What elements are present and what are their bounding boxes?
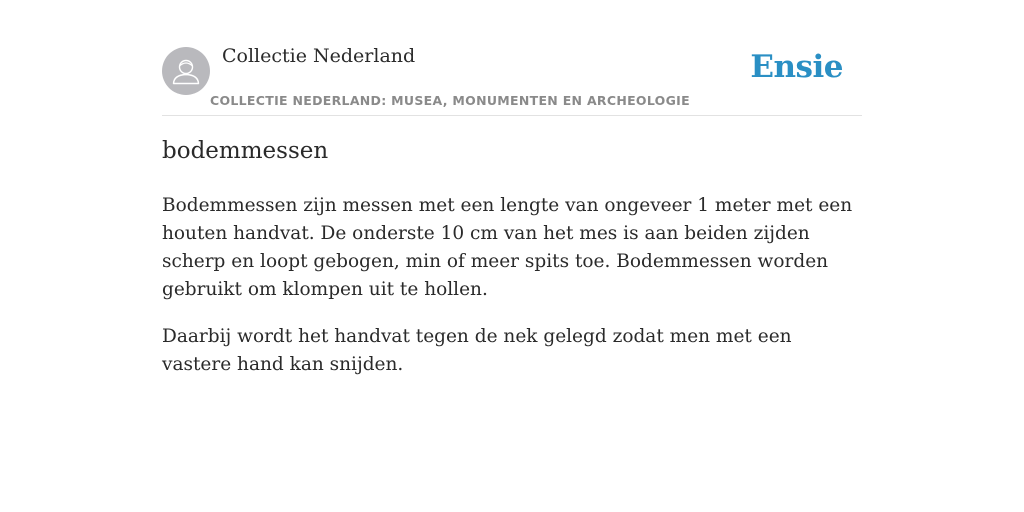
article-paragraph: Bodemmessen zijn messen met een lengte van ongeveer 1 meter met een houten handvat. De onderste 10 cm van het mes is aan beiden zijden scherp en loopt gebogen, min of meer spits toe. Bodemmessen worden gebruikt om klompen uit te hollen. — [162, 195, 853, 300]
article-body — [162, 192, 862, 398]
avatar[interactable] — [162, 47, 210, 95]
article-paragraph: Daarbij wordt het handvat tegen de nek gelegd zodat men met een vastere hand kan snijden. — [162, 326, 792, 375]
article-title: bodemmessen — [162, 138, 329, 164]
author-subtitle: COLLECTIE NEDERLAND: MUSEA, MONUMENTEN EN ARCHEOLOGIE — [210, 93, 690, 108]
header — [162, 0, 862, 116]
user-avatar-icon — [162, 47, 210, 95]
ensie-logo[interactable]: Ensie — [750, 49, 843, 85]
author-name[interactable]: Collectie Nederland — [222, 45, 416, 67]
page-container — [162, 0, 862, 375]
